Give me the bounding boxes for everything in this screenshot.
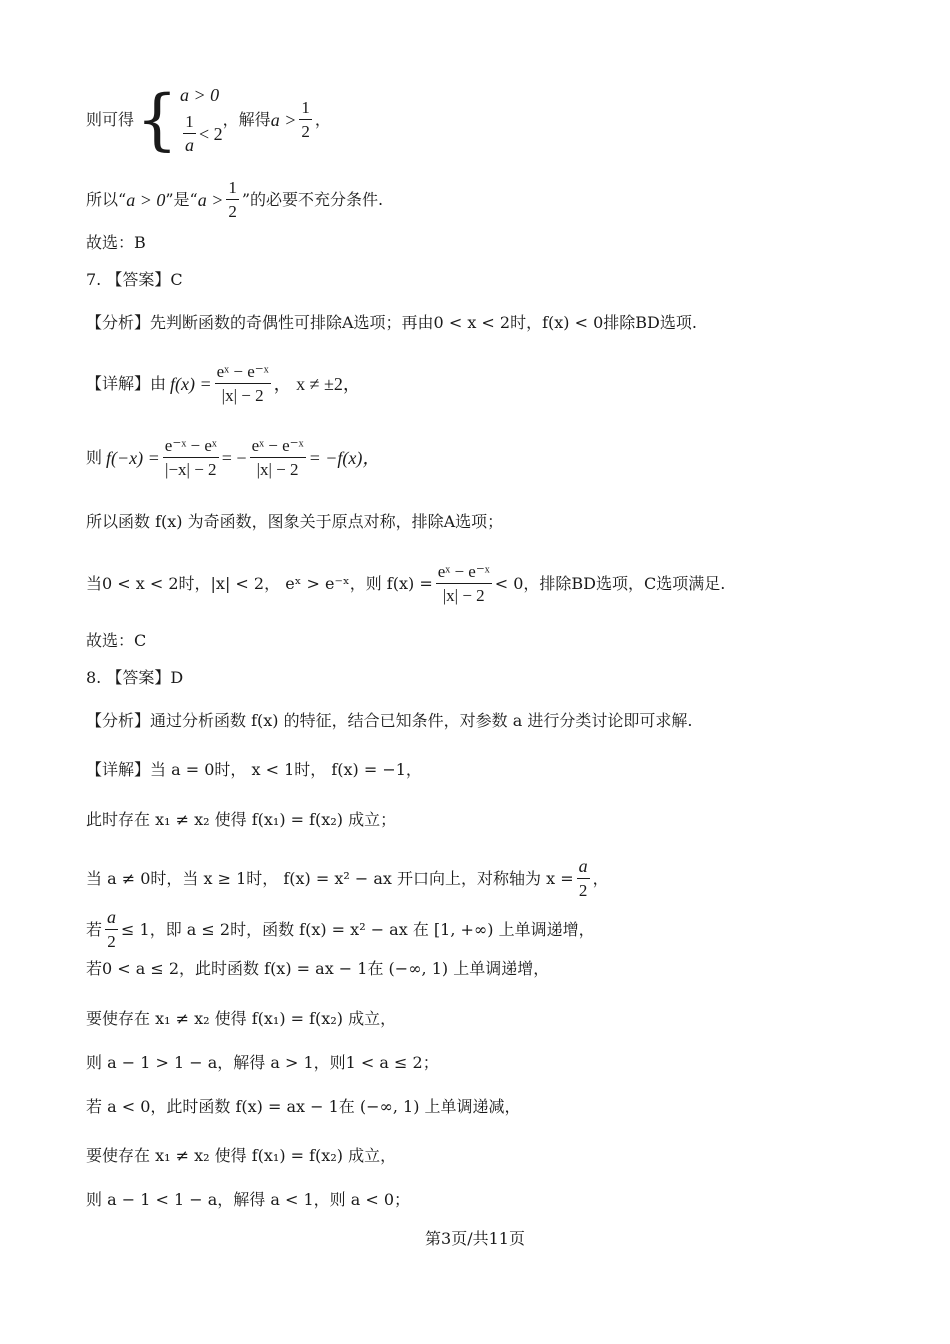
q7-eq-end: = −f(x)， (308, 447, 381, 468)
q8-d4-frac (105, 908, 118, 951)
q6-case2-frac (183, 112, 196, 155)
q8-d4-num: a (105, 908, 118, 930)
q8-detail-10: 则 a − 1 < 1 − a，解得 a < 1，则 a < 0； (86, 1190, 411, 1209)
q8-d4-den: 2 (107, 932, 116, 951)
q6-so-frac (226, 178, 239, 221)
q7-f-neg: f(−x) = (106, 447, 160, 468)
q7-frac2-den: |−x| − 2 (165, 460, 217, 479)
q7-cond: ， x ≠ ±2， (273, 373, 361, 394)
q7-analysis: 【分析】先判断函数的奇偶性可排除A选项；再由0 < x < 2时，f(x) < 0排除BD选项. (86, 313, 697, 332)
q7-when-line (86, 562, 725, 605)
q7-frac3-num: eˣ − e⁻ˣ (250, 436, 306, 458)
q6-solve-den: 2 (301, 122, 310, 141)
q8-detail-3 (86, 857, 609, 900)
q6-cases (180, 84, 223, 155)
q8-detail-4 (86, 908, 595, 951)
q6-so-mid: ”是“ (165, 189, 198, 209)
q6-solve-num: 1 (299, 98, 312, 120)
q6-so-cond1: a > 0 (126, 189, 166, 210)
q6-solve-frac (299, 98, 312, 141)
q6-conclusion (86, 178, 383, 221)
q8-detail-5: 若0 < a ≤ 2，此时函数 f(x) = ax − 1在 (−∞, 1) 上单调递增， (86, 959, 550, 978)
q7-choice: 故选：C (86, 631, 147, 650)
q8-analysis: 【分析】通过分析函数 f(x) 的特征，结合已知条件，对参数 a 进行分类讨论即可求解. (86, 711, 693, 730)
q6-case2-den: a (185, 135, 195, 155)
q6-so-suffix: ”的必要不充分条件. (241, 189, 384, 209)
q7-frac2-num: e⁻ˣ − eˣ (163, 436, 219, 458)
q7-frac1-num: eˣ − e⁻ˣ (215, 362, 271, 384)
q6-case1: a > 0 (180, 85, 220, 105)
q8-d3-den: 2 (578, 881, 588, 900)
q6-solve-text: ，解得 (222, 109, 271, 129)
q8-detail-8: 若 a < 0，此时函数 f(x) = ax − 1在 (−∞, 1) 上单调递减， (86, 1097, 521, 1116)
q7-answer: 7. 【答案】C (86, 270, 183, 289)
q8-detail-1: 【详解】当 a = 0时， x < 1时， f(x) = −1， (86, 760, 422, 779)
q7-frac3 (250, 436, 306, 479)
q6-so-prefix: 所以“ (86, 189, 127, 209)
q7-detail-label: 【详解】由 (86, 373, 167, 393)
q8-answer: 8. 【答案】D (86, 668, 184, 687)
q6-so-num: 1 (226, 178, 239, 200)
q7-frac2 (163, 436, 219, 479)
q8-detail-9: 要使存在 x₁ ≠ x₂ 使得 f(x₁) = f(x₂) 成立， (86, 1146, 397, 1165)
q6-system-line (86, 80, 331, 158)
q7-eq-neg: = − (221, 447, 247, 468)
q8-d3-frac (577, 857, 590, 900)
q6-solve-end: ， (314, 109, 331, 129)
q7-frac1 (215, 362, 271, 405)
q7-frac3-den: |x| − 2 (256, 460, 299, 479)
q7-odd-conclusion: 所以函数 f(x) 为奇函数，图象关于原点对称，排除A选项； (86, 512, 504, 531)
q7-then-label: 则 (86, 447, 103, 467)
q7-detail-line (86, 362, 361, 405)
q7-frac4-num: eˣ − e⁻ˣ (436, 562, 492, 584)
q6-so-den: 2 (228, 202, 237, 221)
q6-choice: 故选：B (86, 233, 146, 252)
q6-brace: { (136, 80, 179, 158)
q6-case2-rel: < 2 (199, 123, 223, 144)
q8-d3-num: a (577, 857, 590, 879)
q7-odd-proof (86, 436, 380, 479)
q8-detail-6: 要使存在 x₁ ≠ x₂ 使得 f(x₁) = f(x₂) 成立， (86, 1009, 397, 1028)
q7-when-text: 当0 < x < 2时，|x| < 2， eˣ > e⁻ˣ，则 f(x) = (86, 573, 433, 593)
q7-frac4-den: |x| − 2 (442, 586, 485, 605)
q8-d3-end: ， (592, 868, 609, 888)
q8-d3-pre: 当 a ≠ 0时，当 x ≥ 1时， f(x) = x² − ax 开口向上，对称轴为 x = (86, 868, 574, 888)
q7-frac1-den: |x| − 2 (221, 386, 264, 405)
q7-when-end: < 0，排除BD选项，C选项满足. (494, 573, 726, 593)
q7-fx: f(x) = (170, 373, 212, 394)
q8-detail-2: 此时存在 x₁ ≠ x₂ 使得 f(x₁) = f(x₂) 成立； (86, 810, 397, 829)
page-footer: 第3页/共11页 (425, 1229, 525, 1248)
q8-d4-pre: 若 (86, 919, 103, 939)
q6-so-cond2: a > (197, 189, 224, 210)
q6-then-prefix: 则可得 (86, 109, 135, 129)
q8-detail-7: 则 a − 1 > 1 − a，解得 a > 1，则1 < a ≤ 2； (86, 1053, 439, 1072)
q7-frac4 (436, 562, 492, 605)
q6-case2-num: 1 (183, 112, 196, 134)
q8-d4-post: ≤ 1，即 a ≤ 2时，函数 f(x) = x² − ax 在 [1, +∞) 上单调递增， (121, 919, 595, 939)
q6-solve-expr: a > (270, 109, 297, 130)
